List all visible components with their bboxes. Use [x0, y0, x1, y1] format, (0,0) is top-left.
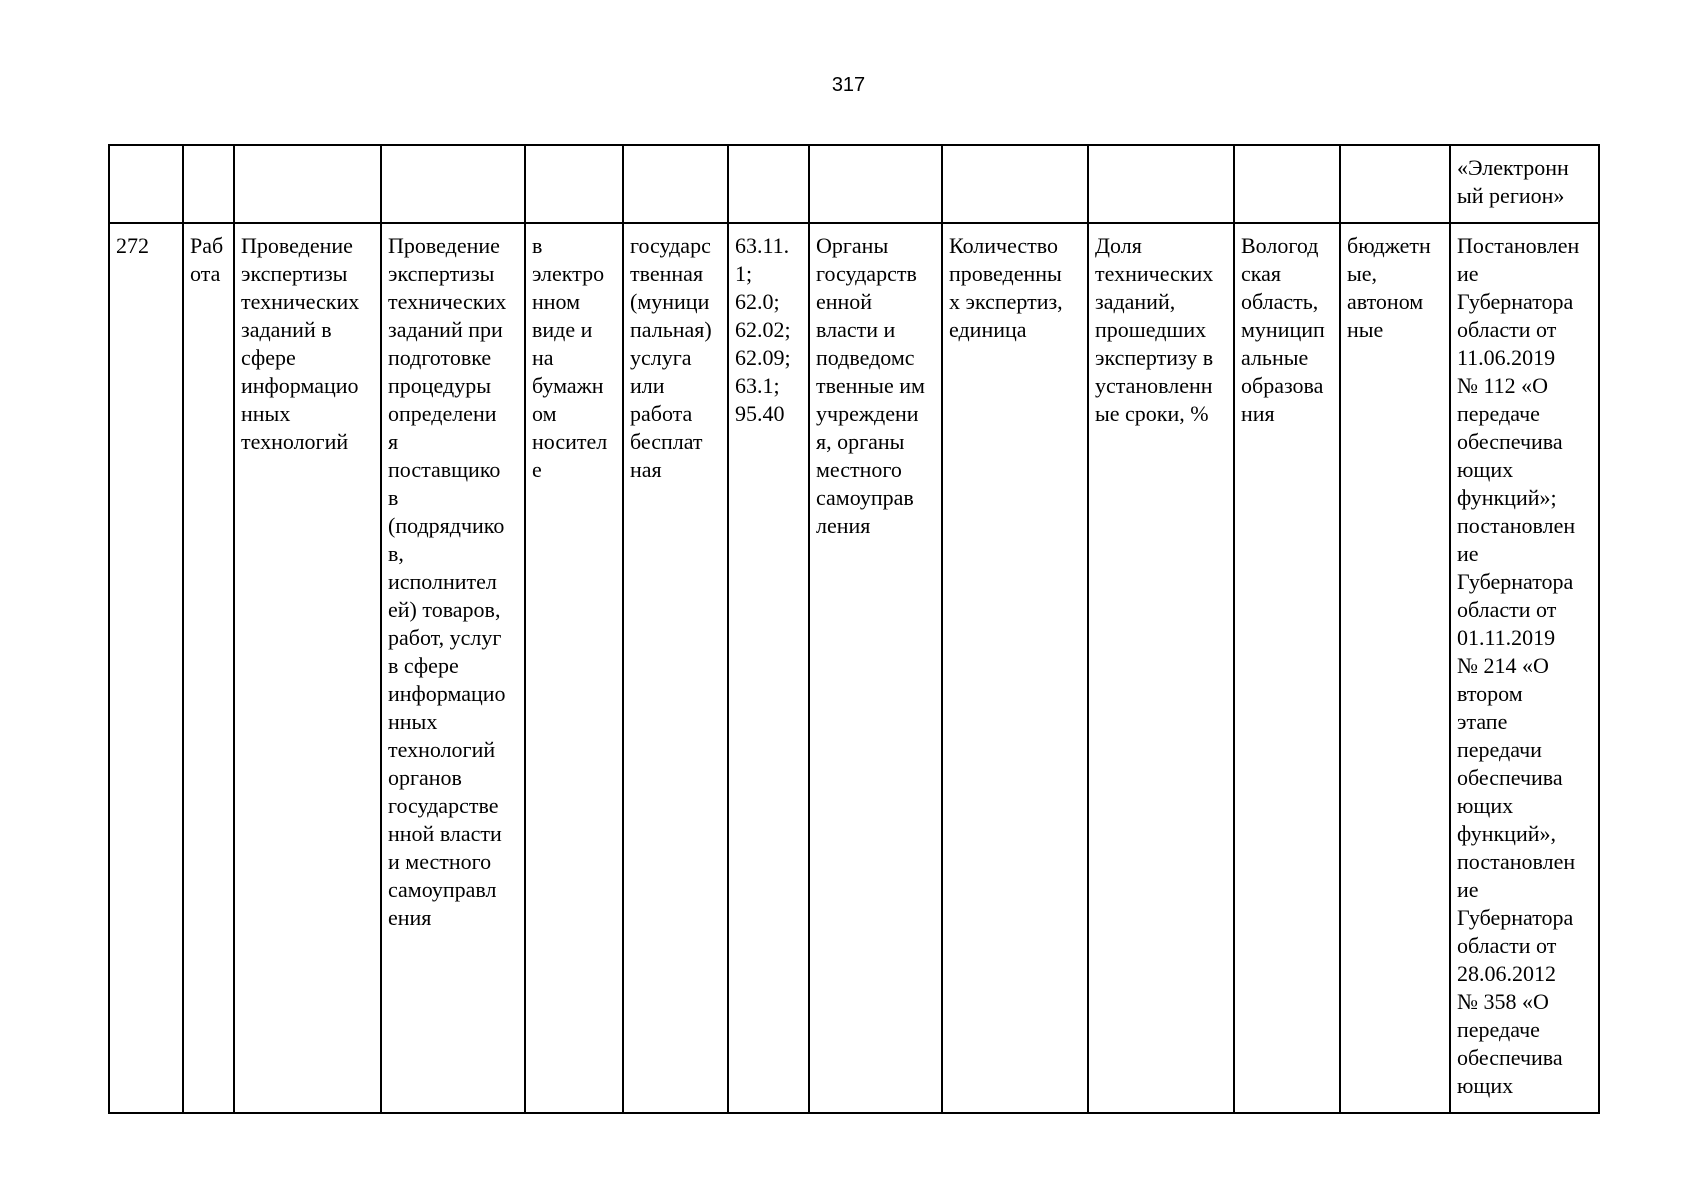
kind-text: государс твенная (муници пальная) услуга или работа бесплат ная — [630, 233, 712, 482]
cell-empty — [381, 145, 525, 223]
cell-empty — [109, 145, 183, 223]
okved-text: 63.11. 1; 62.0; 62.02; 62.09; 63.1; 95.40 — [735, 233, 791, 426]
registry-table — [108, 144, 1600, 1114]
cell-empty — [623, 145, 728, 223]
cell-okved — [728, 223, 809, 1113]
cell-institution-types — [1340, 223, 1450, 1113]
cell-empty — [942, 145, 1088, 223]
consumers-text: Органы государств енной власти и подведомс твенные им учреждени я, органы местного самоуправ ления — [816, 233, 925, 538]
territory-text: Вологод ская область, муницип альные образова ния — [1241, 233, 1325, 426]
cell-empty — [525, 145, 623, 223]
cell-empty — [728, 145, 809, 223]
cell-volume-indicator — [942, 223, 1088, 1113]
table-row — [109, 223, 1599, 1113]
name-text: Проведение экспертизы технических заданий в сфере информацио нных технологий — [241, 233, 360, 454]
cell-empty — [234, 145, 381, 223]
form-text: в электро нном виде и на бумажн ом носител е — [532, 233, 608, 482]
cell-name — [234, 223, 381, 1113]
cell-empty — [1340, 145, 1450, 223]
legal-basis-text: Постановлен ие Губернатора области от 11.06.2019 № 112 «О передаче обеспечива ющих функций»; постановлен ие Губернатора области от 01.11.2019 № 214 «О втором этапе передачи обеспечива ющих функций», постановлен ие Губернатора области от 28.06.2012 № 358 «О передаче обеспечива ющих — [1457, 233, 1580, 1098]
content-text: Проведение экспертизы технических заданий при подготовке процедуры определени я поставщико в (подрядчико в, исполнител ей) товаров, работ, услуг в сфере информацио нных технологий органов государстве нной власти и местного самоуправл ения — [388, 233, 507, 930]
institution-types-text: бюджетн ые, автоном ные — [1347, 233, 1431, 342]
cell-empty — [1088, 145, 1234, 223]
cell-empty — [183, 145, 234, 223]
cell-row-number — [109, 223, 183, 1113]
cell-kind — [623, 223, 728, 1113]
quality-indicator-text: Доля технических заданий, прошедших экспертизу в установленн ые сроки, % — [1095, 233, 1214, 426]
legal-basis-tail-text: «Электронн ый регион» — [1457, 155, 1569, 208]
cell-content — [381, 223, 525, 1113]
cell-empty — [809, 145, 942, 223]
volume-indicator-text: Количество проведенны х экспертиз, единица — [949, 233, 1063, 342]
cell-consumers — [809, 223, 942, 1113]
type-text: Раб ота — [190, 233, 224, 286]
cell-form — [525, 223, 623, 1113]
page-number: 317 — [831, 74, 866, 96]
table-row-continued — [109, 145, 1599, 223]
cell-quality-indicator — [1088, 223, 1234, 1113]
row-number-text: 272 — [116, 233, 149, 258]
cell-legal-basis — [1450, 223, 1599, 1113]
cell-type — [183, 223, 234, 1113]
cell-empty — [1234, 145, 1340, 223]
cell-territory — [1234, 223, 1340, 1113]
cell-legal-basis-tail — [1450, 145, 1599, 223]
